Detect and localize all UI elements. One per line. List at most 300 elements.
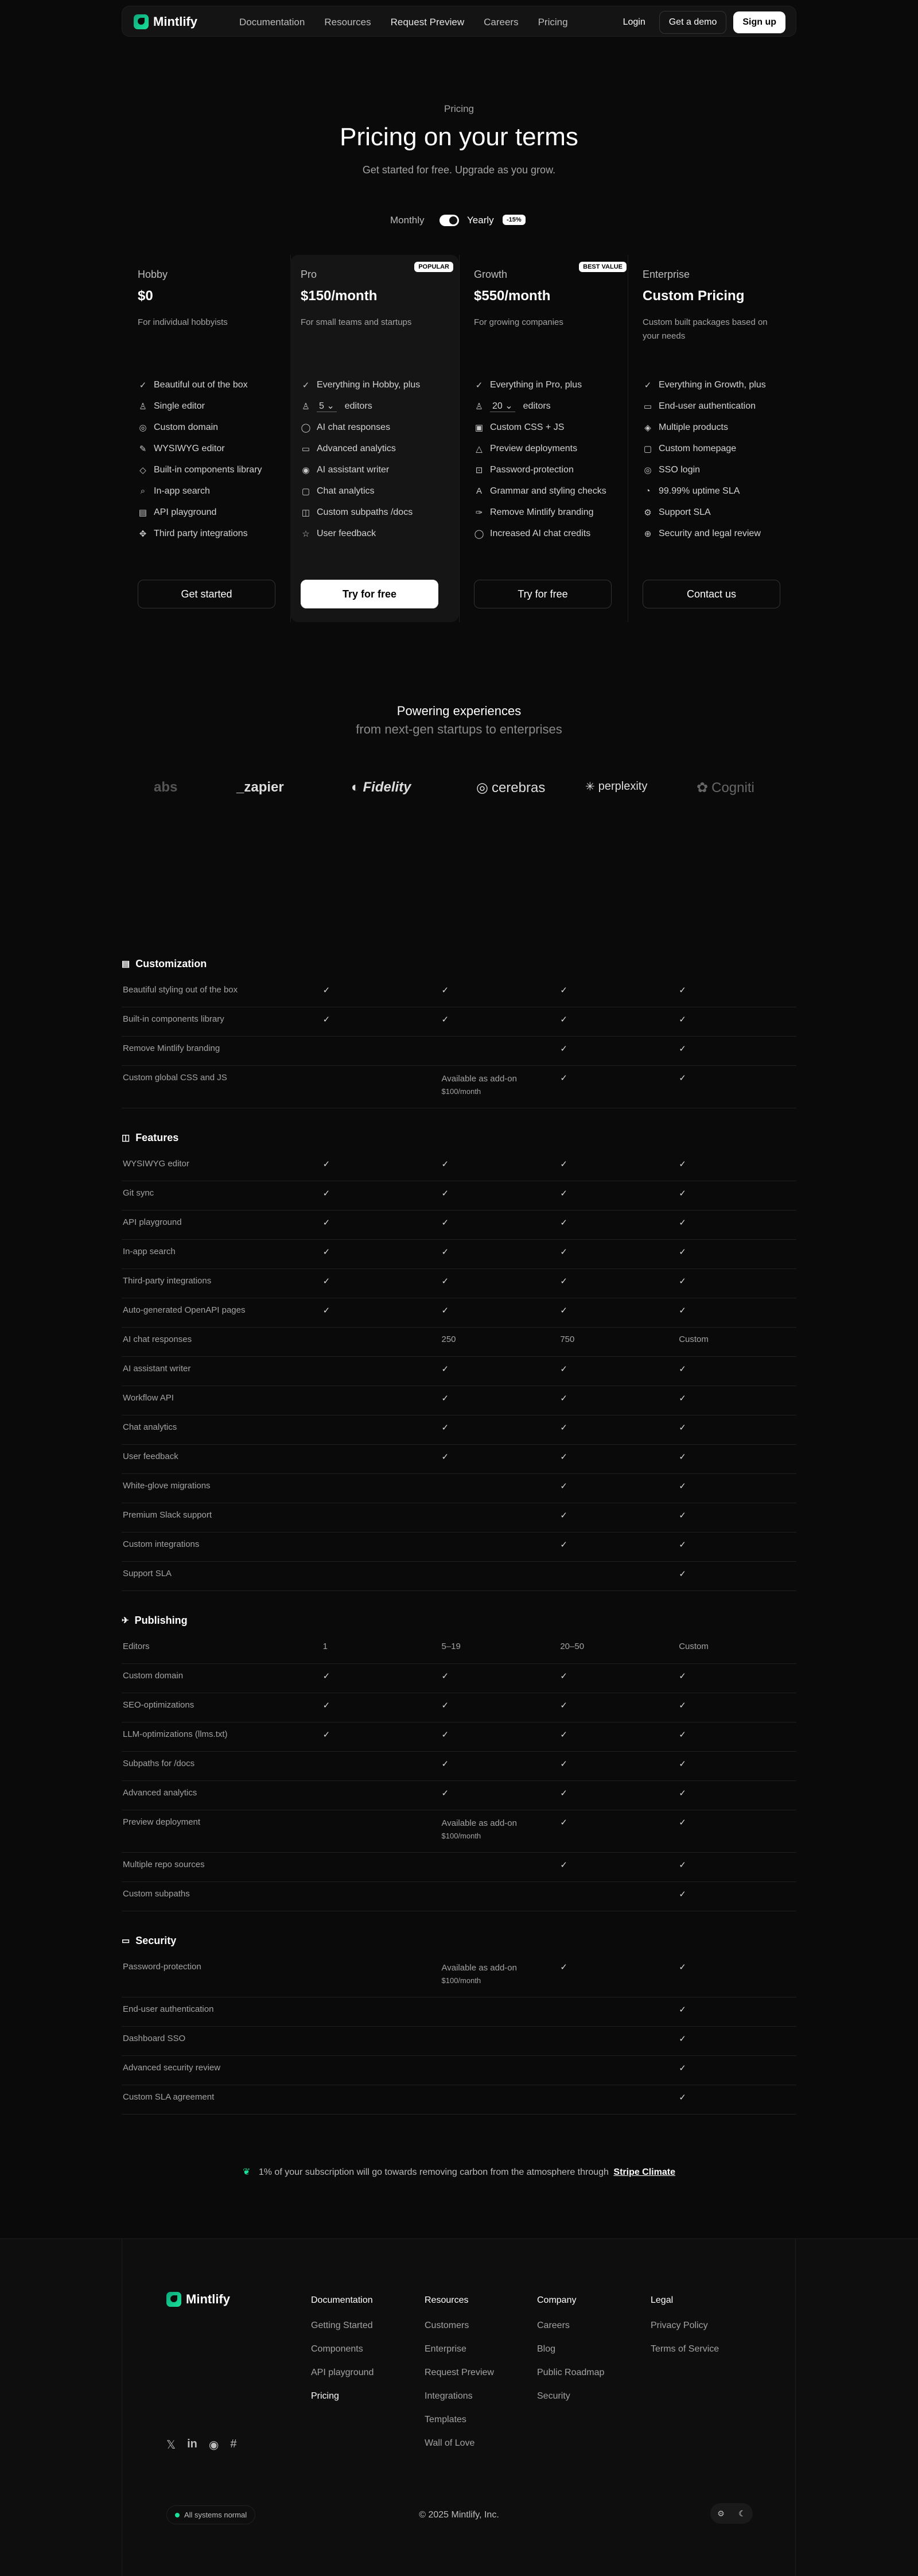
table-row-label: Password-protection [123, 1962, 201, 1972]
page-title: Pricing on your terms [340, 123, 578, 151]
table-row-label: Beautiful styling out of the box [123, 985, 238, 995]
check-icon: ✓ [441, 1701, 449, 1710]
check-icon: ✓ [322, 1671, 330, 1681]
table-row [122, 1445, 796, 1474]
slack-icon[interactable]: # [230, 2438, 237, 2450]
footer-link[interactable]: Pricing [311, 2391, 339, 2401]
footer-link[interactable]: Wall of Love [425, 2438, 475, 2448]
footer-link[interactable]: Public Roadmap [537, 2368, 605, 2377]
table-row-label: Editors [123, 1642, 150, 1651]
check-icon: ✓ [322, 1701, 330, 1710]
check-icon: ✓ [560, 1818, 567, 1828]
check-icon: ✓ [560, 1189, 567, 1198]
check-icon: ✓ [322, 986, 330, 995]
table-row [122, 1503, 796, 1533]
table-row-label: In-app search [123, 1247, 176, 1256]
system-theme-icon[interactable]: ⚙ [717, 2508, 725, 2518]
plan-hobby [127, 255, 296, 622]
check-icon: ✓ [679, 1394, 686, 1403]
footer-link[interactable]: Blog [537, 2344, 556, 2354]
security-icon: ⊕ [644, 529, 652, 539]
table-row [122, 1853, 796, 1882]
footer-link[interactable]: Templates [425, 2415, 466, 2424]
table-row-label: Built-in components library [123, 1014, 224, 1024]
table-row [122, 1752, 796, 1781]
table-row [122, 1269, 796, 1298]
check-icon: ✓ [679, 1789, 686, 1798]
monthly-label[interactable]: Monthly [390, 215, 425, 226]
plan-name: Enterprise [643, 269, 690, 280]
table-row [122, 1997, 796, 2027]
check-icon: ✓ [322, 1247, 330, 1257]
footer-column-title: Resources [425, 2295, 469, 2305]
check-icon: ✓ [441, 1159, 449, 1169]
table-row [122, 1955, 796, 1997]
table-row-label: Custom global CSS and JS [123, 1073, 227, 1083]
get-started-button[interactable]: Get started [138, 580, 275, 608]
check-icon: ✓ [560, 1364, 567, 1374]
plan-feature-label: Preview deployments [490, 443, 578, 453]
table-row [122, 1810, 796, 1853]
check-icon: ✓ [560, 1394, 567, 1403]
plan-feature-item [643, 523, 798, 544]
table-cell [441, 1043, 559, 1065]
plan-feature-label: Grammar and styling checks [490, 486, 606, 496]
plan-feature-item [474, 438, 629, 459]
table-section-header [122, 1606, 796, 1635]
plan-feature-label: Single editor [154, 401, 205, 411]
table-row-label: Third-party integrations [123, 1276, 212, 1286]
table-cell: 5–19 [441, 1642, 461, 1651]
table-row [122, 1415, 796, 1445]
check-icon: ✓ [441, 1015, 449, 1025]
table-row [122, 1635, 796, 1664]
plan-feature-item [301, 438, 456, 459]
table-row-label: Multiple repo sources [123, 1860, 205, 1869]
table-row [122, 1882, 796, 1911]
nav-link-request-preview[interactable]: Request Preview [390, 17, 465, 28]
plan-feature-label: Custom CSS + JS [490, 422, 565, 432]
plan-pro [290, 255, 459, 622]
plan-feature-item [138, 480, 293, 502]
check-icon: ✓ [679, 2063, 686, 2073]
get-demo-button[interactable]: Get a demo [659, 11, 727, 34]
table-row-label: Preview deployment [123, 1817, 201, 1827]
check-icon: ✓ [560, 1044, 567, 1054]
api-icon: ▤ [138, 507, 147, 518]
check-icon: ✓ [560, 1789, 567, 1798]
table-row [122, 978, 796, 1007]
yearly-label[interactable]: Yearly [467, 215, 494, 226]
plan-feature-label: Security and legal review [659, 528, 761, 538]
plan-feature-item [474, 480, 629, 502]
footer-link[interactable]: Enterprise [425, 2344, 466, 2354]
plan-feature-label: SSO login [659, 464, 701, 475]
check-icon: ✓ [322, 1277, 330, 1286]
table-row-label: Custom integrations [123, 1539, 200, 1549]
climate-leaf-icon: ❦ [243, 2167, 251, 2177]
footer-link[interactable]: Getting Started [311, 2321, 373, 2330]
check-icon: ✓ [441, 1306, 449, 1316]
footer-brand-logo[interactable] [166, 2292, 230, 2307]
table-row-label: AI assistant writer [123, 1364, 191, 1374]
climate-banner [0, 2166, 918, 2178]
plan-feature-item [643, 459, 798, 480]
pricing-eyebrow: Pricing [444, 103, 474, 114]
plan-feature-label: Everything in Growth, plus [659, 379, 766, 390]
table-row-label: Dashboard SSO [123, 2034, 186, 2043]
try-for-free-button[interactable]: Try for free [301, 580, 438, 608]
check-icon: ✓ [560, 1701, 567, 1710]
plan-feature-label: Chat analytics [317, 486, 375, 496]
billing-toggle[interactable] [439, 215, 459, 226]
check-icon: ✓ [679, 1511, 686, 1520]
footer-link[interactable]: API playground [311, 2368, 374, 2377]
check-icon: ✓ [679, 1962, 686, 1972]
plan-growth [464, 255, 632, 622]
chat-credits-icon: ◯ [474, 529, 484, 539]
users-icon: ♙ [302, 401, 310, 412]
editors-select[interactable]: 5 ⌄ [317, 400, 337, 412]
perplexity-logo: ✳ perplexity [585, 780, 648, 793]
plan-feature-label: Custom homepage [659, 443, 737, 453]
plan-feature-item [138, 523, 293, 544]
cognition-mark-icon: ✿ [697, 780, 709, 796]
copyright: © 2025 Mintlify, Inc. [419, 2510, 499, 2520]
check-icon: ✓ [679, 1073, 686, 1083]
plan-price: $150/month [301, 288, 378, 304]
check-icon: ✓ [441, 1789, 449, 1798]
footer-link[interactable]: Careers [537, 2321, 570, 2330]
star-icon: ☆ [302, 529, 310, 539]
table-row [122, 1664, 796, 1693]
table-cell [322, 1422, 441, 1444]
plan-feature-item [643, 417, 798, 438]
nav-link-careers[interactable]: Careers [484, 17, 519, 28]
homepage-icon: ▢ [643, 444, 652, 454]
analytics-icon: ▭ [301, 444, 310, 454]
check-icon: ✓ [679, 1730, 686, 1740]
plan-feature-label: In-app search [154, 486, 210, 496]
check-icon: ✓ [560, 1511, 567, 1520]
github-icon[interactable]: ◉ [208, 2439, 219, 2451]
plan-feature-list [474, 374, 629, 544]
linkedin-icon[interactable]: in [187, 2438, 197, 2450]
plan-feature-item [643, 438, 798, 459]
table-cell [559, 1889, 678, 1911]
check-icon: ✓ [560, 1159, 567, 1169]
customer-logos [0, 779, 918, 802]
powering-heading: Powering experiences [396, 704, 522, 718]
table-cell [559, 1569, 678, 1590]
table-cell [441, 2034, 559, 2055]
table-section-title: Customization [135, 957, 207, 969]
signup-button[interactable]: Sign up [733, 11, 785, 33]
theme-switcher[interactable] [710, 2503, 753, 2524]
best-value-badge: BEST VALUE [579, 262, 627, 272]
popular-badge: POPULAR [414, 262, 453, 272]
table-row [122, 2085, 796, 2115]
plan-feature-label: Beautiful out of the box [154, 379, 248, 390]
plan-feature-label: Advanced analytics [317, 443, 396, 453]
check-icon: ✓ [441, 1423, 449, 1433]
table-section-title: Publishing [134, 1614, 188, 1626]
check-icon: ✓ [679, 1277, 686, 1286]
moon-icon[interactable]: ☾ [738, 2508, 746, 2518]
brand-logo[interactable] [134, 14, 197, 29]
check-icon: ✓ [644, 380, 652, 390]
table-cell [441, 1889, 559, 1911]
editors-label: editors [344, 401, 372, 411]
plan-feature-item [138, 502, 293, 523]
plan-name: Growth [474, 269, 508, 280]
table-cell [441, 1510, 559, 1532]
table-cell [559, 2063, 678, 2085]
plan-feature-item [301, 459, 456, 480]
plan-feature-item [138, 459, 293, 480]
table-cell: 250 [441, 1334, 456, 1344]
check-icon: ✓ [560, 1540, 567, 1550]
subpath-icon: ◫ [301, 507, 310, 518]
plan-feature-label: API playground [154, 507, 217, 517]
table-row-label: Support SLA [123, 1569, 172, 1578]
table-row [122, 1181, 796, 1211]
check-icon: ✓ [441, 1671, 449, 1681]
plan-feature-item [643, 502, 798, 523]
table-row-label: Premium Slack support [123, 1510, 212, 1520]
footer-link[interactable]: Security [537, 2391, 570, 2401]
table-row [122, 1298, 796, 1328]
table-cell [322, 1364, 441, 1386]
table-cell [441, 1539, 559, 1561]
table-row-label: SEO-optimizations [123, 1700, 195, 1710]
plan-feature-item [301, 374, 456, 395]
table-row-label: Chat analytics [123, 1422, 177, 1432]
fidelity-mark-icon: ◐ [351, 779, 360, 795]
table-row [122, 1386, 796, 1415]
cerebras-mark-icon: ◎ [476, 780, 488, 796]
check-icon: ✓ [441, 1452, 449, 1462]
table-row [122, 1066, 796, 1108]
plan-feature-item [643, 480, 798, 502]
check-icon: ✓ [679, 1701, 686, 1710]
check-icon: ✓ [560, 1481, 567, 1491]
footer-column-title: Documentation [311, 2295, 373, 2305]
mintlify-logo-icon [166, 2292, 181, 2307]
check-icon: ✓ [560, 1759, 567, 1769]
table-cell [322, 1962, 441, 1997]
plan-price: Custom Pricing [643, 288, 745, 304]
plan-feature-label: Increased AI chat credits [490, 528, 591, 538]
table-cell: 1 [322, 1642, 328, 1651]
check-icon: ✓ [679, 2005, 686, 2015]
table-row-label: Custom SLA agreement [123, 2092, 215, 2102]
plan-enterprise [632, 255, 801, 622]
plan-feature-item [301, 502, 456, 523]
check-icon: ✓ [679, 1218, 686, 1228]
check-icon: ✓ [560, 1306, 567, 1316]
table-cell [322, 1452, 441, 1473]
table-row-label: Subpaths for /docs [123, 1759, 195, 1768]
check-icon: ✓ [679, 1860, 686, 1870]
plan-feature-label: User feedback [317, 528, 376, 538]
check-icon: ✓ [679, 1569, 686, 1579]
chat-analytics-icon: ▢ [301, 486, 310, 496]
footer-column-title: Legal [651, 2295, 674, 2305]
table-row-label: Workflow API [123, 1393, 174, 1403]
table-row-label: AI chat responses [123, 1334, 192, 1344]
social-links [166, 2438, 236, 2452]
table-cell [559, 2004, 678, 2026]
plan-feature-item [138, 395, 293, 417]
footer-link[interactable]: Integrations [425, 2391, 473, 2401]
check-icon: ✓ [560, 1962, 567, 1972]
table-row [122, 1240, 796, 1269]
plan-feature-item [138, 417, 293, 438]
plan-feature-item [474, 417, 629, 438]
table-row [122, 1007, 796, 1037]
nav-link-documentation[interactable]: Documentation [239, 17, 305, 28]
table-row-label: End-user authentication [123, 2004, 214, 2014]
plan-feature-label: Password-protection [490, 464, 574, 475]
table-section-title: Features [135, 1131, 179, 1143]
auth-icon: ▭ [643, 401, 652, 412]
table-row-label: Auto-generated OpenAPI pages [123, 1305, 246, 1315]
check-icon: ✓ [679, 1481, 686, 1491]
check-icon: ✓ [560, 1015, 567, 1025]
table-row-label: Advanced security review [123, 2063, 221, 2073]
footer-link[interactable]: Components [311, 2344, 363, 2354]
plan-feature-item [301, 417, 456, 438]
stripe-climate-link[interactable]: Stripe Climate [613, 2167, 675, 2177]
lock-icon: ⊡ [475, 465, 483, 475]
footer-link[interactable]: Customers [425, 2321, 469, 2330]
chat-icon: ◯ [301, 422, 311, 433]
table-cell [322, 1073, 441, 1108]
check-icon: ✓ [560, 1073, 567, 1083]
check-icon: ✓ [441, 1394, 449, 1403]
table-row-label: Remove Mintlify branding [123, 1043, 220, 1053]
check-icon: ✓ [475, 380, 483, 390]
top-navbar [122, 6, 796, 37]
footer-link[interactable]: Terms of Service [651, 2344, 719, 2354]
table-cell: Custom [679, 1642, 709, 1651]
footer-column-title: Company [537, 2295, 577, 2305]
footer-link[interactable]: Request Preview [425, 2368, 494, 2377]
uptime-icon: ◔ [645, 486, 651, 496]
check-icon: ✓ [560, 1671, 567, 1681]
footer-column-documentation [311, 2295, 374, 2415]
check-icon: ✓ [322, 1189, 330, 1198]
plan-feature-label: Remove Mintlify branding [490, 507, 594, 517]
check-icon: ✓ [679, 1423, 686, 1433]
cognition-logo: ✿ Cogniti [697, 779, 754, 796]
plan-feature-label: WYSIWYG editor [154, 443, 225, 453]
table-cell: 750 [560, 1334, 575, 1344]
table-row-label: Advanced analytics [123, 1788, 197, 1798]
check-icon: ✓ [560, 986, 567, 995]
user-icon: ♙ [139, 401, 147, 412]
plan-feature-label: End-user authentication [659, 401, 756, 411]
nav-actions [616, 11, 785, 34]
components-icon: ◇ [139, 465, 146, 475]
table-cell [322, 2092, 441, 2114]
x-icon[interactable]: 𝕏 [166, 2439, 176, 2451]
table-cell [322, 2034, 441, 2055]
check-icon: ✓ [441, 1364, 449, 1374]
check-icon: ✓ [679, 1306, 686, 1316]
perplexity-mark-icon: ✳ [585, 781, 595, 793]
plan-feature-label: Third party integrations [154, 528, 248, 538]
plan-description: Custom built packages based on your needs [643, 317, 768, 341]
footer-column-resources [425, 2295, 494, 2462]
table-cell [441, 1481, 559, 1503]
customization-icon: ▤ [122, 959, 130, 969]
footer-column-company [537, 2295, 604, 2415]
plan-feature-list [643, 374, 798, 544]
plan-feature-item [301, 523, 456, 544]
plan-name: Pro [301, 269, 317, 280]
check-icon: ✓ [322, 1159, 330, 1169]
plan-feature-item [643, 395, 798, 417]
editors-select[interactable]: 20 ⌄ [490, 400, 515, 412]
puzzle-icon: ✥ [139, 529, 147, 539]
try-for-free-button[interactable]: Try for free [474, 580, 612, 608]
nav-links [239, 17, 568, 28]
table-cell [322, 1889, 441, 1911]
plan-feature-item [474, 523, 629, 544]
plan-feature-label: 99.99% uptime SLA [659, 486, 740, 496]
check-icon: ✓ [441, 986, 449, 995]
check-icon: ✓ [322, 1218, 330, 1228]
table-row [122, 1328, 796, 1357]
login-button[interactable]: Login [623, 17, 645, 27]
nav-link-pricing[interactable]: Pricing [538, 17, 568, 28]
plan-feature-label: AI assistant writer [317, 464, 390, 475]
climate-text: 1% of your subscription will go towards removing carbon from the atmosphere through [258, 2167, 609, 2177]
status-text: All systems normal [184, 2511, 247, 2519]
table-row [122, 1693, 796, 1722]
table-cell-addon: Available as add-on $100/month [441, 1074, 517, 1096]
globe-icon: ◎ [139, 422, 147, 433]
table-cell [322, 1481, 441, 1503]
table-row [122, 1037, 796, 1066]
users-icon: ♙ [475, 401, 483, 412]
footer-link[interactable]: Privacy Policy [651, 2321, 708, 2330]
table-row-label: Git sync [123, 1188, 154, 1198]
table-cell [322, 1788, 441, 1810]
plan-description: For small teams and startups [301, 317, 412, 327]
brand-name: Mintlify [153, 14, 197, 29]
check-icon: ✓ [139, 380, 147, 390]
table-cell [322, 1510, 441, 1532]
editors-label: editors [523, 401, 551, 411]
powering-subheading: from next-gen startups to enterprises [356, 722, 562, 736]
brand-icon: ✑ [475, 507, 483, 518]
assistant-icon: ◉ [302, 465, 310, 475]
contact-us-button[interactable]: Contact us [643, 580, 780, 608]
nav-link-resources[interactable]: Resources [324, 17, 371, 28]
products-icon: ◈ [644, 422, 651, 433]
table-row-label: Custom domain [123, 1671, 184, 1681]
table-cell [441, 2063, 559, 2085]
table-cell: 20–50 [560, 1642, 585, 1651]
check-icon: ✓ [679, 1189, 686, 1198]
editors-selector-row [474, 395, 629, 417]
check-icon: ✓ [679, 1818, 686, 1828]
deploy-icon: △ [476, 444, 483, 454]
check-icon: ✓ [560, 1423, 567, 1433]
